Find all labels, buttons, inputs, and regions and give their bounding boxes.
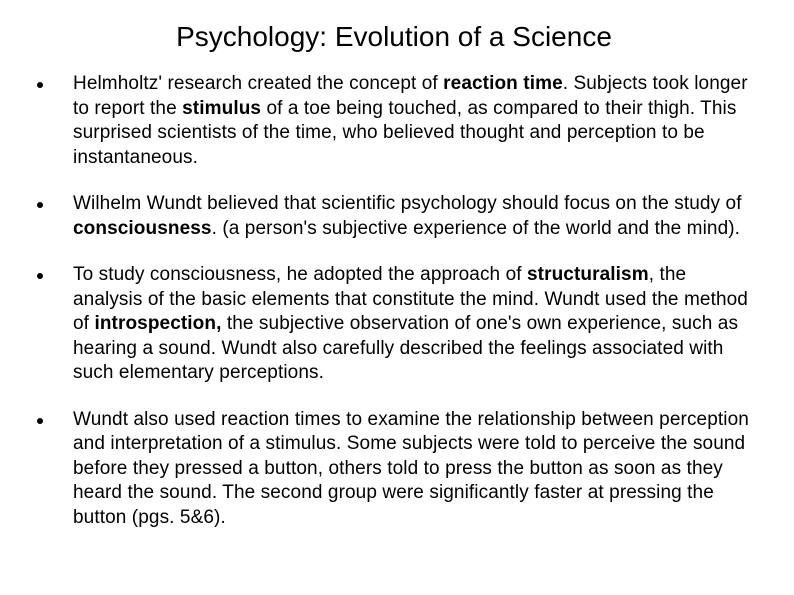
bullet-item bbox=[37, 263, 757, 386]
bullet-item bbox=[37, 192, 757, 241]
bullet-text bbox=[73, 73, 748, 168]
bullet-dot-icon bbox=[37, 273, 43, 279]
key-term: consciousness bbox=[73, 217, 212, 239]
bullet-item bbox=[37, 72, 757, 170]
text-segment: To study consciousness, he adopted the approach of bbox=[73, 264, 528, 285]
text-segment: the subjective observation of one's own experience, such as hearing a sound. Wundt also carefully described the feelings associated with such elementary perceptions. bbox=[73, 313, 739, 383]
text-segment: . (a person's subjective experience of the world and the mind). bbox=[211, 217, 741, 239]
text-segment: Helmholtz' research created the concept of bbox=[73, 73, 444, 94]
slide-title: Psychology: Evolution of a Science bbox=[176, 21, 612, 52]
bullet-text bbox=[73, 264, 748, 383]
bullet-item bbox=[37, 408, 757, 531]
bullet-text bbox=[73, 409, 749, 528]
bullet-dot-icon bbox=[37, 82, 43, 88]
key-term: reaction time bbox=[443, 73, 563, 94]
text-segment: . Subjects took longer to report the bbox=[73, 73, 748, 119]
bullet-text bbox=[73, 193, 742, 239]
text-segment: of a toe being touched, as compared to their thigh. This surprised scientists of the time, who believed thought and perception to be instantaneous. bbox=[73, 97, 737, 168]
key-term: stimulus bbox=[182, 97, 262, 119]
text-segment: , the analysis of the basic elements that constitute the mind. Wundt used the method of bbox=[73, 264, 748, 334]
bullet-list bbox=[37, 72, 757, 552]
bullet-dot-icon bbox=[37, 418, 43, 424]
key-term: introspection, bbox=[94, 313, 222, 334]
bullet-dot-icon bbox=[37, 202, 43, 208]
key-term: structuralism bbox=[527, 264, 649, 285]
text-segment: Wundt also used reaction times to examine the relationship between perception and interpretation of a stimulus. Some subjects were told to perceive the sound before they pressed a button, others told to press the button as soon as they heard the sound. The second group were significantly faster at pressing the button (pgs. 5&6). bbox=[73, 408, 749, 528]
text-segment: Wilhelm Wundt believed that scientific psychology should focus on the study of bbox=[73, 193, 742, 214]
